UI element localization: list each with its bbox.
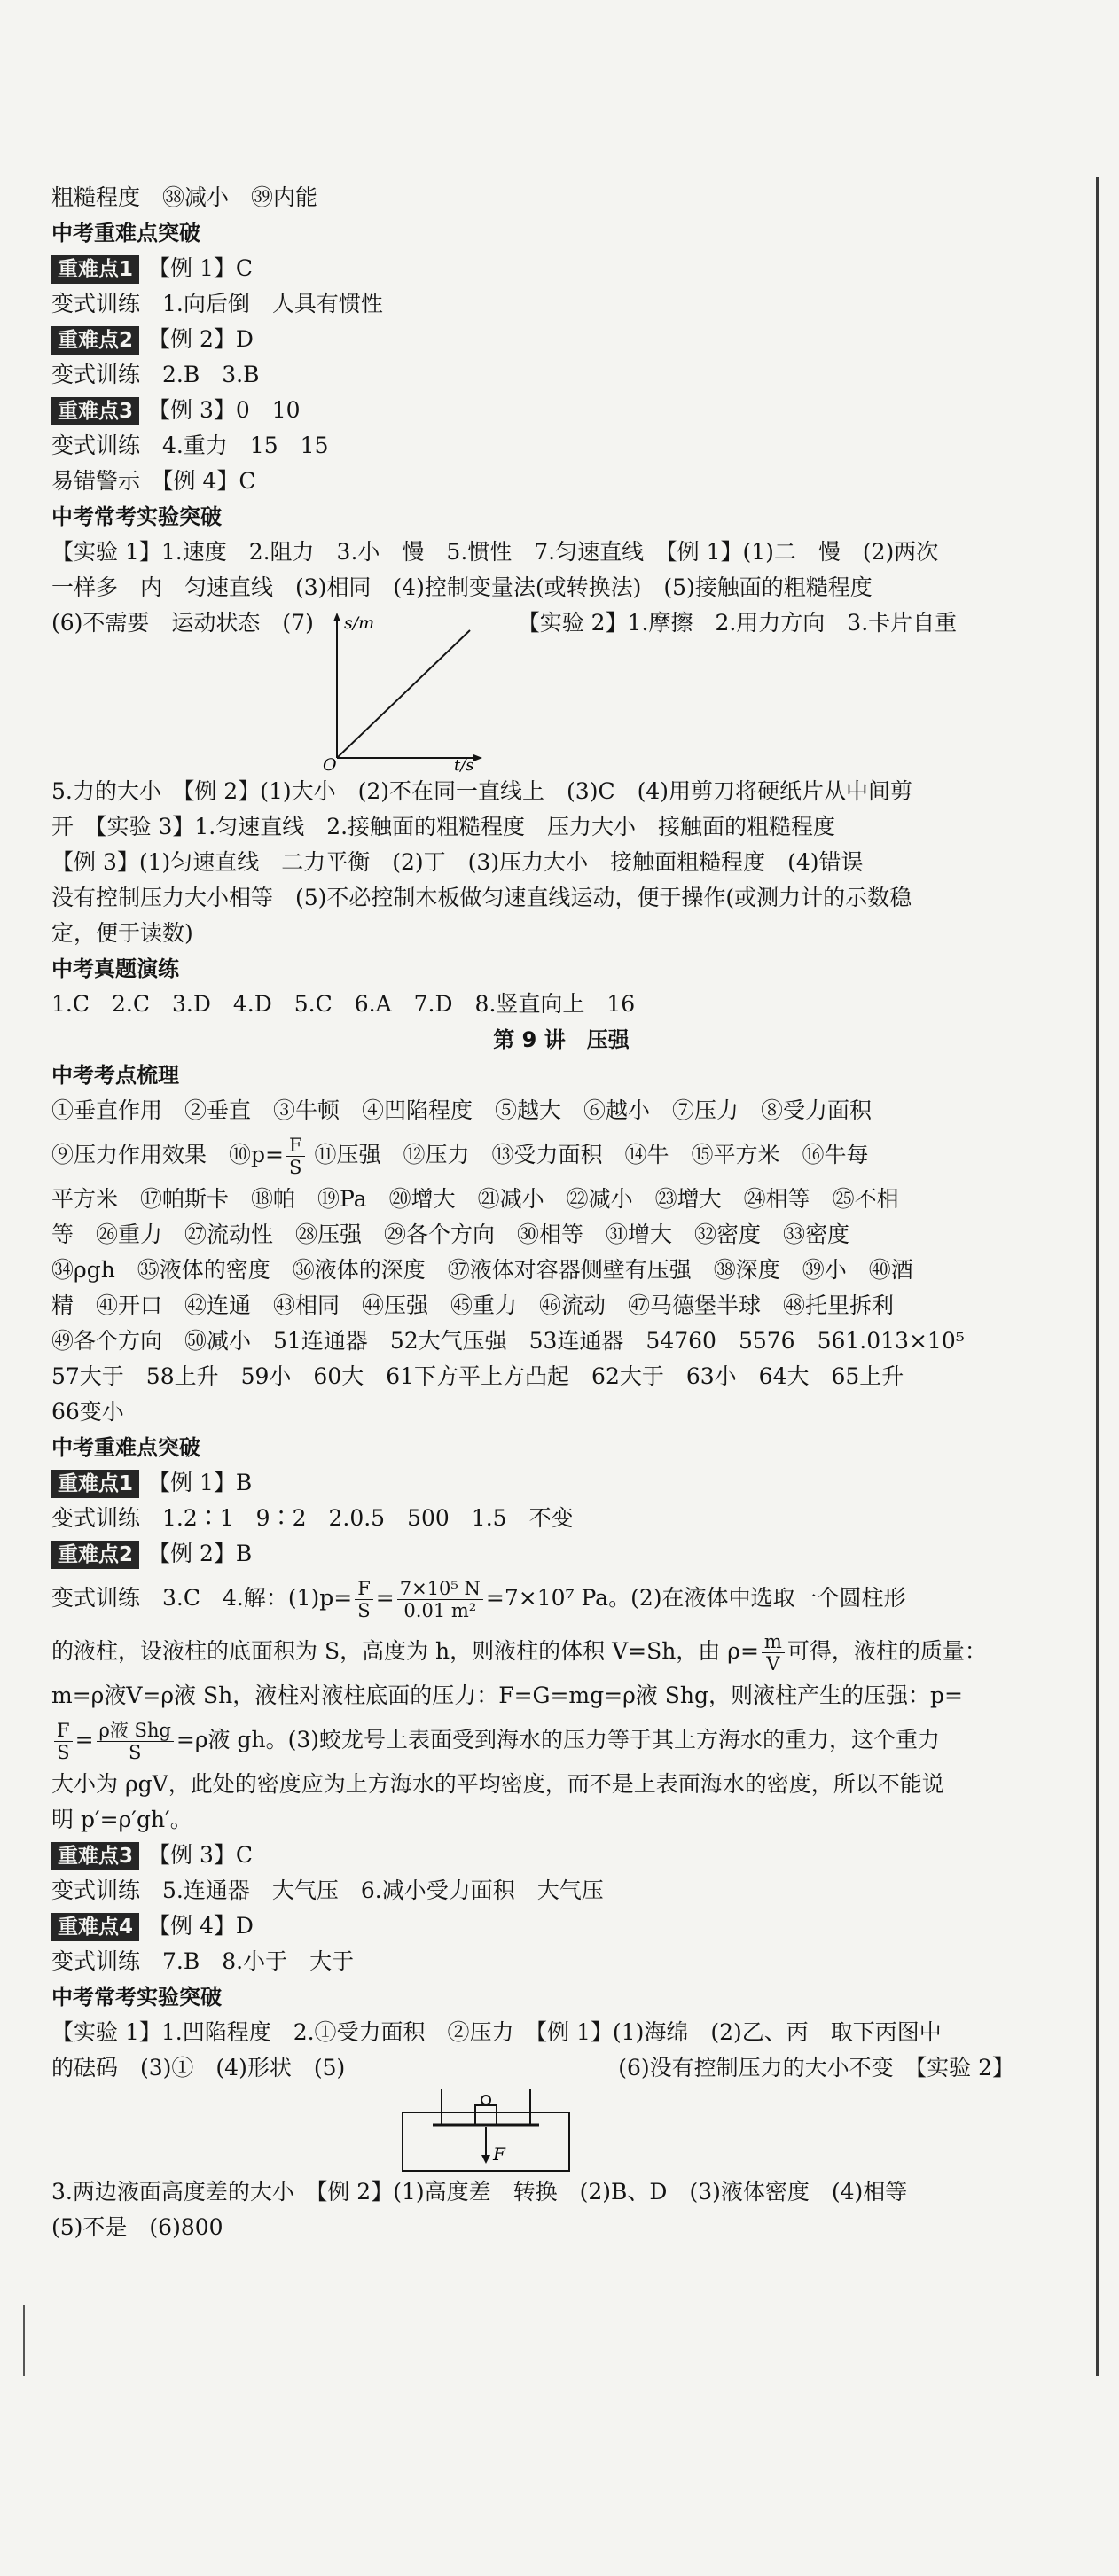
- difficulty-tag: 重难点3: [51, 397, 139, 425]
- text-line: 【例 3】(1)匀速直线 二力平衡 (2)丁 (3)压力大小 接触面粗糙程度 (4)错误: [51, 849, 864, 875]
- force-arrow-head: [481, 2155, 490, 2164]
- difficulty-tag: 重难点2: [51, 326, 139, 355]
- line-text: 的砝码 (3)① (4)形状 (5): [51, 2055, 346, 2080]
- fraction: [54, 1720, 73, 1763]
- y-axis-label: s/m: [343, 613, 374, 633]
- fraction-denominator: S: [289, 1157, 302, 1178]
- section-heading: 中考重难点突破: [51, 1435, 200, 1460]
- text-line: m=ρ液V=ρ液 Sh，液柱对液柱底面的压力：F=G=mg=ρ液 Shg，则液柱产生的压强：p=: [51, 1682, 963, 1708]
- line-text: 【实验 2】1.摩擦 2.用力方向 3.卡片自重: [517, 610, 958, 636]
- text-line: [51, 1909, 1071, 1944]
- text-line: ㉞ρgh ㉟液体的密度 ㊱液体的深度 ㊲液体对容器侧壁有压强 ㊳深度 ㊴小 ㊵酒: [51, 1257, 913, 1283]
- pressure-experiment-figure: [397, 2086, 575, 2174]
- line-text: 【例 2】D: [148, 326, 254, 352]
- section-heading: 中考常考实验突破: [51, 1985, 222, 2010]
- text-line: [51, 393, 1071, 428]
- text-line: 5.力的大小 【例 2】(1)大小 (2)不在同一直线上 (3)C (4)用剪刀将硬纸片从中间剪: [51, 778, 912, 804]
- text-line: 精 ㊶开口 ㊷连通 ㊸相同 ㊹压强 ㊺重力 ㊻流动 ㊼马德堡半球 ㊽托里拆利: [51, 1292, 895, 1318]
- text-line: 定，便于读数): [51, 920, 193, 946]
- difficulty-tag: 重难点1: [51, 255, 139, 284]
- text-line: 明 p′=ρ′gh′。: [51, 1807, 192, 1832]
- graph-svg: [321, 605, 498, 774]
- answer-content: [51, 180, 1071, 2245]
- text-line: 易错警示 【例 4】C: [51, 468, 256, 494]
- text-line: ①垂直作用 ②垂直 ③牛顿 ④凹陷程度 ⑤越大 ⑥越小 ⑦压力 ⑧受力面积: [51, 1097, 873, 1123]
- section-heading: 中考常考实验突破: [51, 504, 222, 529]
- s-t-graph: [321, 605, 498, 774]
- text-line: 变式训练 1.2∶1 9∶2 2.0.5 500 1.5 不变: [51, 1505, 574, 1531]
- fraction-numerator: ρ液 Shg: [97, 1720, 174, 1742]
- difficulty-tag: 重难点3: [51, 1842, 139, 1870]
- line-text: 【例 3】C: [148, 1842, 253, 1868]
- text-line: 变式训练 7.B 8.小于 大于: [51, 1948, 355, 1974]
- graph-line: [51, 605, 1071, 774]
- equals-sign: =: [74, 1727, 94, 1752]
- text-line: [51, 1465, 1071, 1501]
- line-text: (6)没有控制压力的大小不变 【实验 2】: [618, 2055, 1014, 2080]
- text-line: 没有控制压力大小相等 (5)不必控制木板做匀速直线运动，便于操作(或测力计的示数稳: [51, 885, 912, 910]
- x-axis-arrow: [473, 754, 482, 761]
- fraction-numerator: F: [286, 1135, 305, 1157]
- text-line: 3.两边液面高度差的大小 【例 2】(1)高度差 转换 (2)B、D (3)液体密度 (4)相等: [51, 2179, 908, 2205]
- line-text: 【例 2】B: [148, 1541, 253, 1566]
- difficulty-tag: 重难点4: [51, 1913, 139, 1941]
- line-text: ⑨压力作用效果 ⑩p=: [51, 1142, 284, 1167]
- line-text: 变式训练 3.C 4.解：(1)p=: [51, 1585, 353, 1611]
- line-text: ⑪压强 ⑫压力 ⑬受力面积 ⑭牛 ⑮平方米 ⑯牛每: [314, 1142, 869, 1167]
- text-line: [51, 251, 1071, 286]
- text-line: ㊾各个方向 ㊿减小 51连通器 52大气压强 53连通器 54760 5576 561.013×10⁵: [51, 1328, 965, 1354]
- line-text: 【例 4】D: [148, 1913, 254, 1939]
- fraction-denominator: V: [766, 1653, 780, 1674]
- text-line: 【实验 1】1.凹陷程度 2.①受力面积 ②压力 【例 1】(1)海绵 (2)乙、丙 取下丙图中: [51, 2019, 942, 2045]
- figure-svg: [397, 2086, 575, 2174]
- fraction-denominator: S: [129, 1742, 142, 1763]
- fraction-numerator: 7×10⁵ N: [397, 1578, 483, 1600]
- section-heading: 中考考点梳理: [51, 1063, 179, 1088]
- difficulty-tag: 重难点1: [51, 1470, 139, 1498]
- text-line: 【实验 1】1.速度 2.阻力 3.小 慢 5.惯性 7.匀速直线 【例 1】(1)二 慢 (2)两次: [51, 539, 939, 565]
- text-line: 等 ㉖重力 ㉗流动性 ㉘压强 ㉙各个方向 ㉚相等 ㉛增大 ㉜密度 ㉝密度: [51, 1222, 850, 1247]
- text-line: 变式训练 2.B 3.B: [51, 362, 260, 387]
- text-line: [51, 1572, 1071, 1625]
- weight-knob: [481, 2096, 490, 2104]
- section-heading: 中考真题演练: [51, 956, 179, 981]
- text-line: [51, 1625, 1071, 1678]
- line-text: (6)不需要 运动状态 (7): [51, 610, 314, 636]
- equals-sign: =: [375, 1585, 395, 1611]
- text-line: 变式训练 5.连通器 大气压 6.减小受力面积 大气压: [51, 1877, 604, 1903]
- fraction: [97, 1720, 174, 1763]
- text-line: 大小为 ρgV，此处的密度应为上方海水的平均密度，而不是上表面海水的密度，所以不能说: [51, 1771, 944, 1797]
- right-border-rule: [1096, 177, 1099, 2376]
- line-text: 可得，液柱的质量：: [786, 1638, 987, 1664]
- force-label: F: [493, 2143, 505, 2165]
- line-text: 【例 1】C: [148, 255, 253, 281]
- text-line: 变式训练 4.重力 15 15: [51, 433, 329, 458]
- text-line: 变式训练 1.向后倒 人具有惯性: [51, 291, 383, 316]
- text-line: (5)不是 (6)800: [51, 2214, 223, 2240]
- text-line: [51, 1713, 1071, 1767]
- fraction-denominator: S: [57, 1742, 70, 1763]
- lecture-title: 第 9 讲 压强: [493, 1027, 630, 1052]
- fraction-denominator: S: [357, 1600, 371, 1621]
- fraction: [286, 1135, 305, 1178]
- text-line: [51, 1128, 1071, 1182]
- text-line: 平方米 ⑰帕斯卡 ⑱帕 ⑲Pa ⑳增大 ㉑减小 ㉒减小 ㉓增大 ㉔相等 ㉕不相: [51, 1186, 899, 1212]
- line-text: =7×10⁷ Pa。(2)在液体中选取一个圆柱形: [485, 1585, 906, 1611]
- fraction-numerator: F: [54, 1720, 73, 1742]
- text-line: 粗糙程度 ㊳减小 ㊴内能: [51, 184, 318, 210]
- origin-label: O: [322, 755, 337, 774]
- fraction: [762, 1631, 785, 1674]
- left-border-rule: [23, 2305, 25, 2376]
- fraction: [355, 1578, 373, 1621]
- line-text: 【例 3】0 10: [148, 397, 301, 423]
- text-line: [51, 2050, 1071, 2086]
- x-axis-label: t/s: [453, 756, 474, 774]
- text-line: 66变小: [51, 1399, 124, 1425]
- fraction-denominator: 0.01 m²: [403, 1600, 477, 1621]
- fraction: [397, 1578, 483, 1621]
- line-text: 【例 1】B: [148, 1470, 253, 1495]
- line-text: 的液柱，设液柱的底面积为 S，高度为 h，则液柱的体积 V=Sh，由 ρ=: [51, 1638, 759, 1664]
- text-line: 1.C 2.C 3.D 4.D 5.C 6.A 7.D 8.竖直向上 16: [51, 991, 636, 1017]
- text-line: 57大于 58上升 59小 60大 61下方平上方凸起 62大于 63小 64大 65上升: [51, 1363, 904, 1389]
- line-text: =ρ液 gh。(3)蛟龙号上表面受到海水的压力等于其上方海水的重力，这个重力: [176, 1727, 941, 1752]
- text-line: [51, 1838, 1071, 1873]
- text-line: [51, 322, 1071, 357]
- fraction-numerator: F: [355, 1578, 373, 1600]
- fraction-numerator: m: [762, 1631, 785, 1653]
- text-line: [51, 1536, 1071, 1572]
- text-line: 一样多 内 匀速直线 (3)相同 (4)控制变量法(或转换法) (5)接触面的粗糙程度: [51, 574, 873, 600]
- section-heading: 中考重难点突破: [51, 221, 200, 246]
- weight-block: [475, 2105, 497, 2125]
- y-axis-arrow: [333, 613, 340, 621]
- data-line: [337, 630, 470, 758]
- difficulty-tag: 重难点2: [51, 1541, 139, 1569]
- text-line: 开 【实验 3】1.匀速直线 2.接触面的粗糙程度 压力大小 接触面的粗糙程度: [51, 814, 836, 839]
